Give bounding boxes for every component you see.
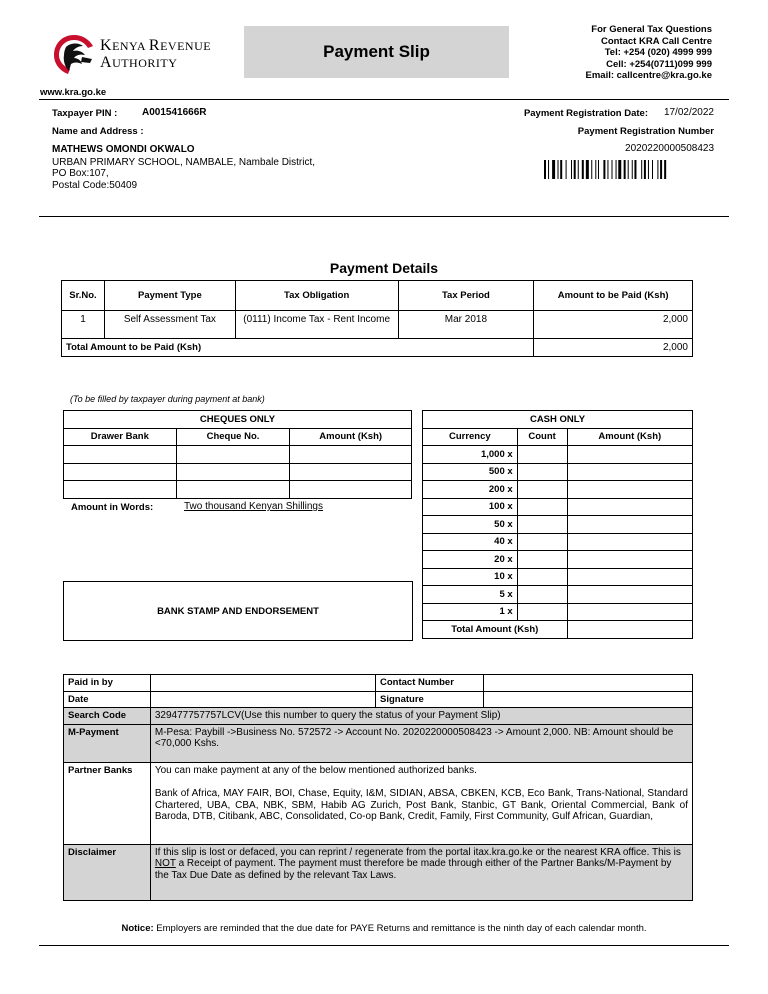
contact-line: Contact KRA Call Centre xyxy=(600,35,712,47)
barcode-bar xyxy=(574,160,576,179)
payment-info-table xyxy=(63,674,693,901)
total-amount: 2,000 xyxy=(534,339,693,357)
col-header: Cheque No. xyxy=(176,428,290,446)
barcode-bar xyxy=(595,160,596,179)
barcode-bar xyxy=(616,160,617,179)
col-header: Amount to be Paid (Ksh) xyxy=(534,281,693,311)
cash-title: CASH ONLY xyxy=(423,411,693,429)
barcode-bar xyxy=(618,160,621,179)
total-label: Total Amount to be Paid (Ksh) xyxy=(62,339,534,357)
cell-amount: 2,000 xyxy=(534,311,693,339)
denomination: 1 x xyxy=(423,603,518,621)
barcode-bar xyxy=(603,160,605,179)
cash-amount-field[interactable] xyxy=(567,568,692,586)
footer-divider xyxy=(39,945,729,946)
cash-row xyxy=(423,586,693,604)
barcode-bar xyxy=(586,160,589,179)
barcode-bar xyxy=(664,160,666,179)
cash-row xyxy=(423,481,693,499)
barcode-bar xyxy=(548,160,549,179)
signature-label: Signature xyxy=(376,691,484,708)
partner-banks-label: Partner Banks xyxy=(64,762,151,844)
barcode-bar xyxy=(628,160,629,179)
table-header-row xyxy=(62,281,693,311)
col-header: Tax Period xyxy=(398,281,534,311)
denomination: 100 x xyxy=(423,498,518,516)
cash-amount-field[interactable] xyxy=(567,481,692,499)
amount-words: Two thousand Kenyan Shillings xyxy=(184,501,323,512)
payment-details-title: Payment Details xyxy=(329,260,439,276)
disclaimer-label: Disclaimer xyxy=(64,844,151,900)
count-field[interactable] xyxy=(517,446,567,464)
signature-field[interactable] xyxy=(483,691,692,708)
barcode-bar xyxy=(571,160,572,179)
barcode-bar xyxy=(591,160,592,179)
drawer-bank-field[interactable] xyxy=(64,446,177,464)
bank-fill-note: (To be filled by taxpayer during payment at bank) xyxy=(70,394,265,404)
col-header: Currency xyxy=(423,428,518,446)
barcode-bar xyxy=(578,160,579,179)
barcode-bar xyxy=(560,160,562,179)
address-line: Postal Code:50409 xyxy=(52,179,138,191)
count-field[interactable] xyxy=(517,568,567,586)
reg-number-label: Payment Registration Number xyxy=(577,126,714,137)
table-row xyxy=(62,311,693,339)
contact-tel: Tel: +254 (020) 4999 999 xyxy=(604,47,712,59)
cell-tax-obligation: (0111) Income Tax - Rent Income xyxy=(235,311,398,339)
notice-text: Employers are reminded that the due date for PAYE Returns and remittance is the ninth day of each calendar month. xyxy=(156,923,647,934)
taxpayer-name: MATHEWS OMONDI OKWALO xyxy=(52,144,195,155)
col-header: Payment Type xyxy=(104,281,235,311)
address-line: PO Box:107, xyxy=(52,168,109,180)
search-code: 329477757757LCV(Use this number to query the status of your Payment Slip) xyxy=(150,708,692,725)
bank-stamp-box: BANK STAMP AND ENDORSEMENT xyxy=(63,581,413,641)
barcode-bar xyxy=(648,160,649,179)
cheque-amount-field[interactable] xyxy=(290,481,412,499)
cheques-title: CHEQUES ONLY xyxy=(64,411,412,429)
cell-payment-type: Self Assessment Tax xyxy=(104,311,235,339)
section-divider xyxy=(39,216,729,217)
mpayment-text: M-Pesa: Paybill ->Business No. 572572 -> Account No. 2020220000508423 -> Amount 2,000. NB: Amount should be <70,000 Kshs. xyxy=(150,724,692,762)
disclaimer-part2: a Receipt of payment. The payment must therefore be made through either of the Partner Banks/M-Payment by the Tax Due Date as defined by the relevant Tax Laws. xyxy=(154,858,672,881)
barcode-icon xyxy=(544,160,704,179)
cash-row xyxy=(423,516,693,534)
date-label: Date xyxy=(64,691,151,708)
amount-words-label: Amount in Words: xyxy=(71,502,154,513)
logo-text-line2: AUTHORITY xyxy=(100,54,178,71)
barcode-bar xyxy=(660,160,662,179)
cash-amount-field[interactable] xyxy=(567,446,692,464)
date-field[interactable] xyxy=(150,691,375,708)
barcode-bar xyxy=(612,160,613,179)
barcode-bar xyxy=(552,160,555,179)
count-field[interactable] xyxy=(517,586,567,604)
barcode-bar xyxy=(558,160,559,179)
cash-amount-field[interactable] xyxy=(567,498,692,516)
barcode-bar xyxy=(657,160,658,179)
contact-number-field[interactable] xyxy=(483,675,692,692)
disclaimer-part1: If this slip is lost or defaced, you can reprint / regenerate from the portal itax.kra.go.ke or the nearest KRA office. This is xyxy=(154,846,681,858)
col-header: Count xyxy=(517,428,567,446)
cash-amount-field[interactable] xyxy=(567,603,692,621)
cheque-no-field[interactable] xyxy=(176,446,290,464)
cash-row xyxy=(423,463,693,481)
header-divider xyxy=(39,99,729,100)
taxpayer-pin-label: Taxpayer PIN : xyxy=(52,108,118,119)
count-field[interactable] xyxy=(517,481,567,499)
search-code-label: Search Code xyxy=(64,708,151,725)
reg-date-label: Payment Registration Date: xyxy=(523,108,648,119)
barcode-bar xyxy=(582,160,584,179)
cheque-amount-field[interactable] xyxy=(290,446,412,464)
denomination: 200 x xyxy=(423,481,518,499)
barcode-bar xyxy=(644,160,646,179)
denomination: 20 x xyxy=(423,551,518,569)
address-line: URBAN PRIMARY SCHOOL, NAMBALE, Nambale District, xyxy=(52,157,316,168)
mpayment-label: M-Payment xyxy=(64,724,151,762)
count-field[interactable] xyxy=(517,516,567,534)
col-header: Amount (Ksh) xyxy=(567,428,692,446)
cheque-amount-field[interactable] xyxy=(290,463,412,481)
cash-amount-field[interactable] xyxy=(567,551,692,569)
denomination: 40 x xyxy=(423,533,518,551)
partner-banks-list: Bank of Africa, MAY FAIR, BOI, Chase, Equity, I&M, SIDIAN, ABSA, CBKEN, KCB, Eco Bank, Trans-National, Standard Chartered, UBA, CBA, NBK, SBM, Habib AG Zurich, Post Bank, Stanbic, GT Bank, Oriental Commercial, Bank of Baroda, DTB, Citibank, ABC, Consolidated, Co-op Bank, Credit, Family, First Community, Gulf African, Guardian, xyxy=(154,788,688,822)
logo-text-line1: KENYA REVENUE xyxy=(100,37,212,54)
col-header: Sr.No. xyxy=(62,281,105,311)
cash-amount-field[interactable] xyxy=(567,463,692,481)
total-row xyxy=(62,339,693,357)
count-field[interactable] xyxy=(517,533,567,551)
cell-tax-period: Mar 2018 xyxy=(398,311,534,339)
reg-number: 2020220000508423 xyxy=(625,143,714,154)
partner-banks-cell xyxy=(150,762,692,844)
notice xyxy=(0,923,768,934)
cash-table xyxy=(422,410,693,639)
payment-details-table xyxy=(61,280,693,357)
drawer-bank-field[interactable] xyxy=(64,481,177,499)
cash-row xyxy=(423,551,693,569)
barcode-bar xyxy=(598,160,599,179)
denomination: 5 x xyxy=(423,586,518,604)
cash-row xyxy=(423,498,693,516)
contact-block xyxy=(586,24,713,82)
denomination: 1,000 x xyxy=(423,446,518,464)
cash-total-row xyxy=(423,621,693,639)
paid-in-by-label: Paid in by xyxy=(64,675,151,692)
denomination: 50 x xyxy=(423,516,518,534)
barcode-bar xyxy=(566,160,567,179)
partner-intro: You can make payment at any of the below mentioned authorized banks. xyxy=(154,764,477,776)
barcode-bar xyxy=(632,160,633,179)
website-link[interactable]: www.kra.go.ke xyxy=(40,87,107,98)
disclaimer-text xyxy=(150,844,692,900)
drawer-bank-field[interactable] xyxy=(64,463,177,481)
cash-row xyxy=(423,568,693,586)
count-field[interactable] xyxy=(517,603,567,621)
cash-amount-field[interactable] xyxy=(567,516,692,534)
contact-number-label: Contact Number xyxy=(376,675,484,692)
cheque-row xyxy=(64,481,412,499)
col-header: Drawer Bank xyxy=(64,428,177,446)
disclaimer-not: NOT xyxy=(154,858,176,869)
cash-row xyxy=(423,446,693,464)
cash-total-label: Total Amount (Ksh) xyxy=(423,621,568,639)
cheque-row xyxy=(64,446,412,464)
count-field[interactable] xyxy=(517,551,567,569)
cash-total-field[interactable] xyxy=(567,621,692,639)
paid-in-by-field[interactable] xyxy=(150,675,375,692)
barcode-bar xyxy=(607,160,608,179)
count-field[interactable] xyxy=(517,463,567,481)
col-header: Amount (Ksh) xyxy=(290,428,412,446)
kra-lion-logo-icon xyxy=(52,33,96,75)
contact-line: For General Tax Questions xyxy=(591,24,712,35)
taxpayer-pin: A001541666R xyxy=(142,107,207,118)
barcode-bar xyxy=(634,160,636,179)
cheques-table xyxy=(63,410,412,499)
name-address-label: Name and Address : xyxy=(52,126,144,137)
taxpayer-address xyxy=(52,157,315,191)
reg-date: 17/02/2022 xyxy=(663,107,714,118)
denomination: 500 x xyxy=(423,463,518,481)
cash-amount-field[interactable] xyxy=(567,533,692,551)
contact-email: Email: callcentre@kra.go.ke xyxy=(585,70,712,82)
cash-amount-field[interactable] xyxy=(567,586,692,604)
col-header: Tax Obligation xyxy=(235,281,398,311)
page-title: Payment Slip xyxy=(244,26,509,78)
denomination: 10 x xyxy=(423,568,518,586)
barcode-bar xyxy=(652,160,653,179)
cash-row xyxy=(423,603,693,621)
count-field[interactable] xyxy=(517,498,567,516)
cell-sr: 1 xyxy=(62,311,105,339)
cheque-no-field[interactable] xyxy=(176,481,290,499)
notice-label: Notice: xyxy=(121,923,154,934)
barcode-bar xyxy=(624,160,626,179)
cash-row xyxy=(423,533,693,551)
barcode-bar xyxy=(544,160,546,179)
cheque-no-field[interactable] xyxy=(176,463,290,481)
contact-cell: Cell: +254(0711)099 999 xyxy=(606,58,712,70)
barcode-bar xyxy=(641,160,642,179)
cheque-row xyxy=(64,463,412,481)
